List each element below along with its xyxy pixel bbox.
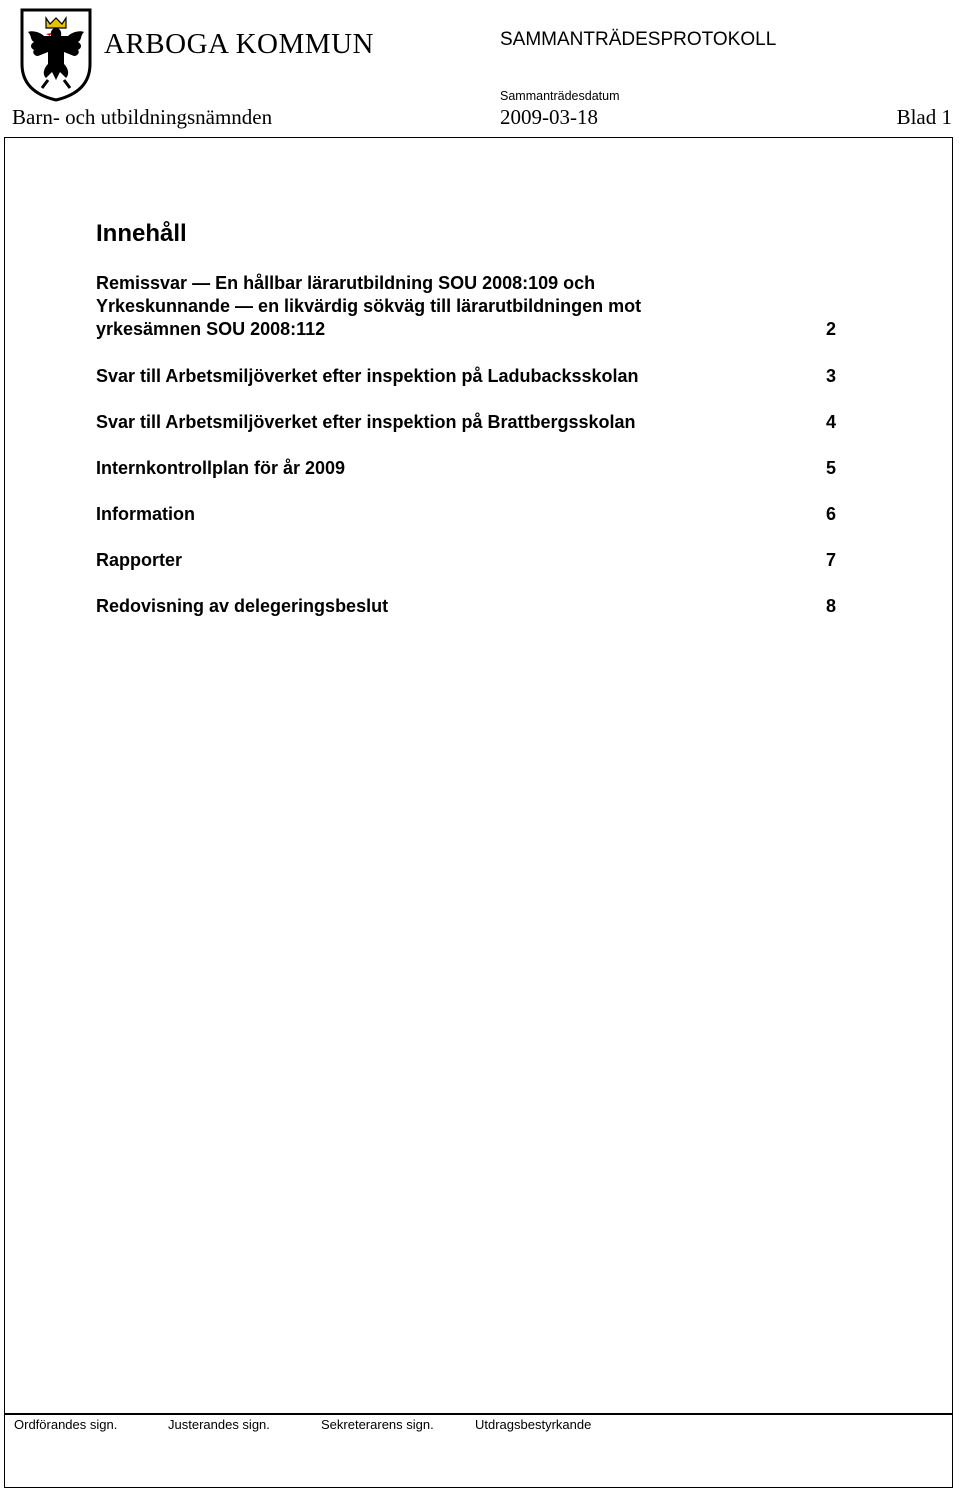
board-name: Barn- och utbildningsnämnden — [12, 105, 273, 129]
toc-entry-page: 7 — [825, 550, 836, 570]
eagle-shield-icon — [18, 6, 94, 102]
meeting-date-label: Sammanträdesdatum — [500, 89, 620, 103]
meeting-date: 2009-03-18 — [500, 105, 598, 129]
municipality-name: ARBOGA KOMMUN — [104, 28, 374, 60]
toc-entry — [96, 595, 836, 618]
secretary-signature-label: Sekreterarens sign. — [321, 1417, 434, 1432]
toc-entry-title: Rapporter — [96, 550, 183, 570]
toc-entry-title: Svar till Arbetsmiljöverket efter inspektion på Ladubacksskolan — [96, 366, 639, 386]
chair-signature-label: Ordförandes sign. — [14, 1417, 118, 1432]
toc-entry-title: Redovisning av delegeringsbeslut — [96, 596, 389, 616]
toc-entry — [96, 272, 836, 341]
toc-entry-page: 8 — [825, 596, 836, 616]
toc-entry-title: Svar till Arbetsmiljöverket efter inspektion på Brattbergsskolan — [96, 412, 636, 432]
toc-entry-page: 2 — [825, 319, 836, 339]
toc-entry-page: 4 — [825, 412, 836, 432]
toc-entry — [96, 503, 836, 526]
adjusters-signature-label: Justerandes sign. — [168, 1417, 270, 1432]
document-type: SAMMANTRÄDESPROTOKOLL — [500, 29, 777, 50]
toc-entry — [96, 457, 836, 480]
toc-entry-title: Internkontrollplan för år 2009 — [96, 458, 346, 478]
signature-divider — [4, 1413, 953, 1415]
toc-heading: Innehåll — [96, 220, 187, 247]
toc-entry — [96, 411, 836, 434]
toc-entry — [96, 549, 836, 572]
toc-entry-title: Information — [96, 504, 195, 524]
toc-entry — [96, 365, 836, 388]
toc-entry-page: 5 — [825, 458, 836, 478]
sheet-number: Blad 1 — [896, 105, 952, 129]
municipal-coat-of-arms-logo — [18, 6, 94, 102]
toc-entry-page: 6 — [825, 504, 836, 524]
toc-entry-title: Remissvar — En hållbar lärarutbildning SOU 2008:109 och Yrkeskunnande — en likvärdig sökväg till lärarutbildningen mot yrkesämnen SOU 2008:112 — [96, 273, 642, 339]
excerpt-certification-label: Utdragsbestyrkande — [475, 1417, 592, 1432]
toc-entry-page: 3 — [825, 366, 836, 386]
